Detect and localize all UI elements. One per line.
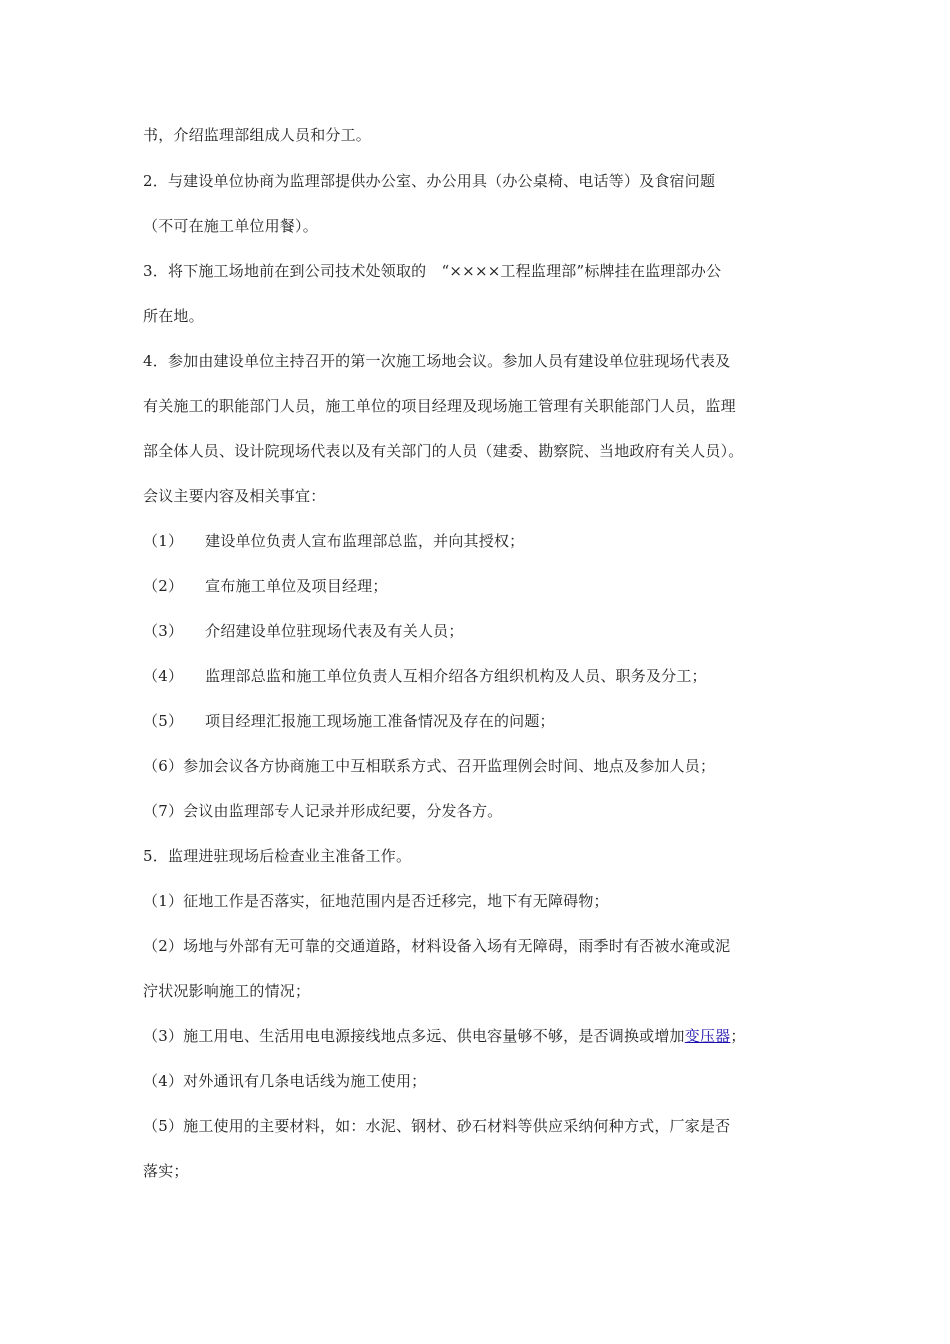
text-line: 5．监理进驻现场后检查业主准备工作。 bbox=[143, 847, 412, 865]
text-line: 所在地。 bbox=[143, 307, 204, 325]
text-line: 部全体人员、设计院现场代表以及有关部门的人员（建委、勘察院、当地政府有关人员）。 bbox=[143, 442, 744, 460]
text-line: 落实； bbox=[143, 1162, 189, 1180]
text-line: 会议主要内容及相关事宜： bbox=[143, 487, 326, 505]
text-line: 有关施工的职能部门人员，施工单位的项目经理及现场施工管理有关职能部门人员，监理 bbox=[143, 397, 736, 415]
text-line: （2）场地与外部有无可靠的交通道路，材料设备入场有无障碍，雨季时有否被水淹或泥 bbox=[143, 937, 731, 955]
text-line: （不可在施工单位用餐）。 bbox=[143, 217, 318, 235]
text-line: （5）施工使用的主要材料，如：水泥、钢材、砂石材料等供应采纳何种方式，厂家是否 bbox=[143, 1117, 731, 1135]
list-item bbox=[143, 711, 555, 731]
list-marker: （4） bbox=[143, 667, 184, 685]
list-item bbox=[143, 531, 524, 551]
text-line: （7）会议由监理部专人记录并形成纪要，分发各方。 bbox=[143, 802, 503, 820]
text-line: （4）对外通讯有几条电话线为施工使用； bbox=[143, 1072, 427, 1090]
text-line: 泞状况影响施工的情况； bbox=[143, 982, 311, 1000]
list-marker: （1） bbox=[143, 532, 184, 550]
list-marker: （2） bbox=[143, 577, 184, 595]
list-item bbox=[143, 666, 707, 686]
list-item bbox=[143, 576, 388, 596]
list-item bbox=[143, 621, 464, 641]
list-text: 监理部总监和施工单位负责人互相介绍各方组织机构及人员、职务及分工； bbox=[205, 667, 707, 685]
text-line: 4．参加由建设单位主持召开的第一次施工场地会议。参加人员有建设单位驻现场代表及 bbox=[143, 352, 731, 370]
list-text: 建设单位负责人宣布监理部总监，并向其授权； bbox=[205, 532, 525, 550]
list-marker: （5） bbox=[143, 712, 184, 730]
text-line: 3．将下施工场地前在到公司技术处领取的 “××××工程监理部”标牌挂在监理部办公 bbox=[143, 262, 722, 280]
line-text: （3）施工用电、生活用电电源接线地点多远、供电容量够不够，是否调换或增加 bbox=[143, 1027, 685, 1045]
transformer-link[interactable]: 变压器 bbox=[684, 1027, 731, 1045]
list-marker: （3） bbox=[143, 622, 184, 640]
text-line: （6）参加会议各方协商施工中互相联系方式、召开监理例会时间、地点及参加人员； bbox=[143, 757, 716, 775]
list-text: 介绍建设单位驻现场代表及有关人员； bbox=[205, 622, 464, 640]
text-line: 书，介绍监理部组成人员和分工。 bbox=[143, 126, 372, 144]
list-text: 宣布施工单位及项目经理； bbox=[205, 577, 388, 595]
text-line bbox=[143, 1026, 746, 1046]
list-text: 项目经理汇报施工现场施工准备情况及存在的问题； bbox=[205, 712, 555, 730]
text-line: （1）征地工作是否落实，征地范围内是否迁移完，地下有无障碍物； bbox=[143, 892, 609, 910]
text-line: 2．与建设单位协商为监理部提供办公室、办公用具（办公桌椅、电话等）及食宿问题 bbox=[143, 172, 716, 190]
line-text: ； bbox=[730, 1027, 746, 1045]
